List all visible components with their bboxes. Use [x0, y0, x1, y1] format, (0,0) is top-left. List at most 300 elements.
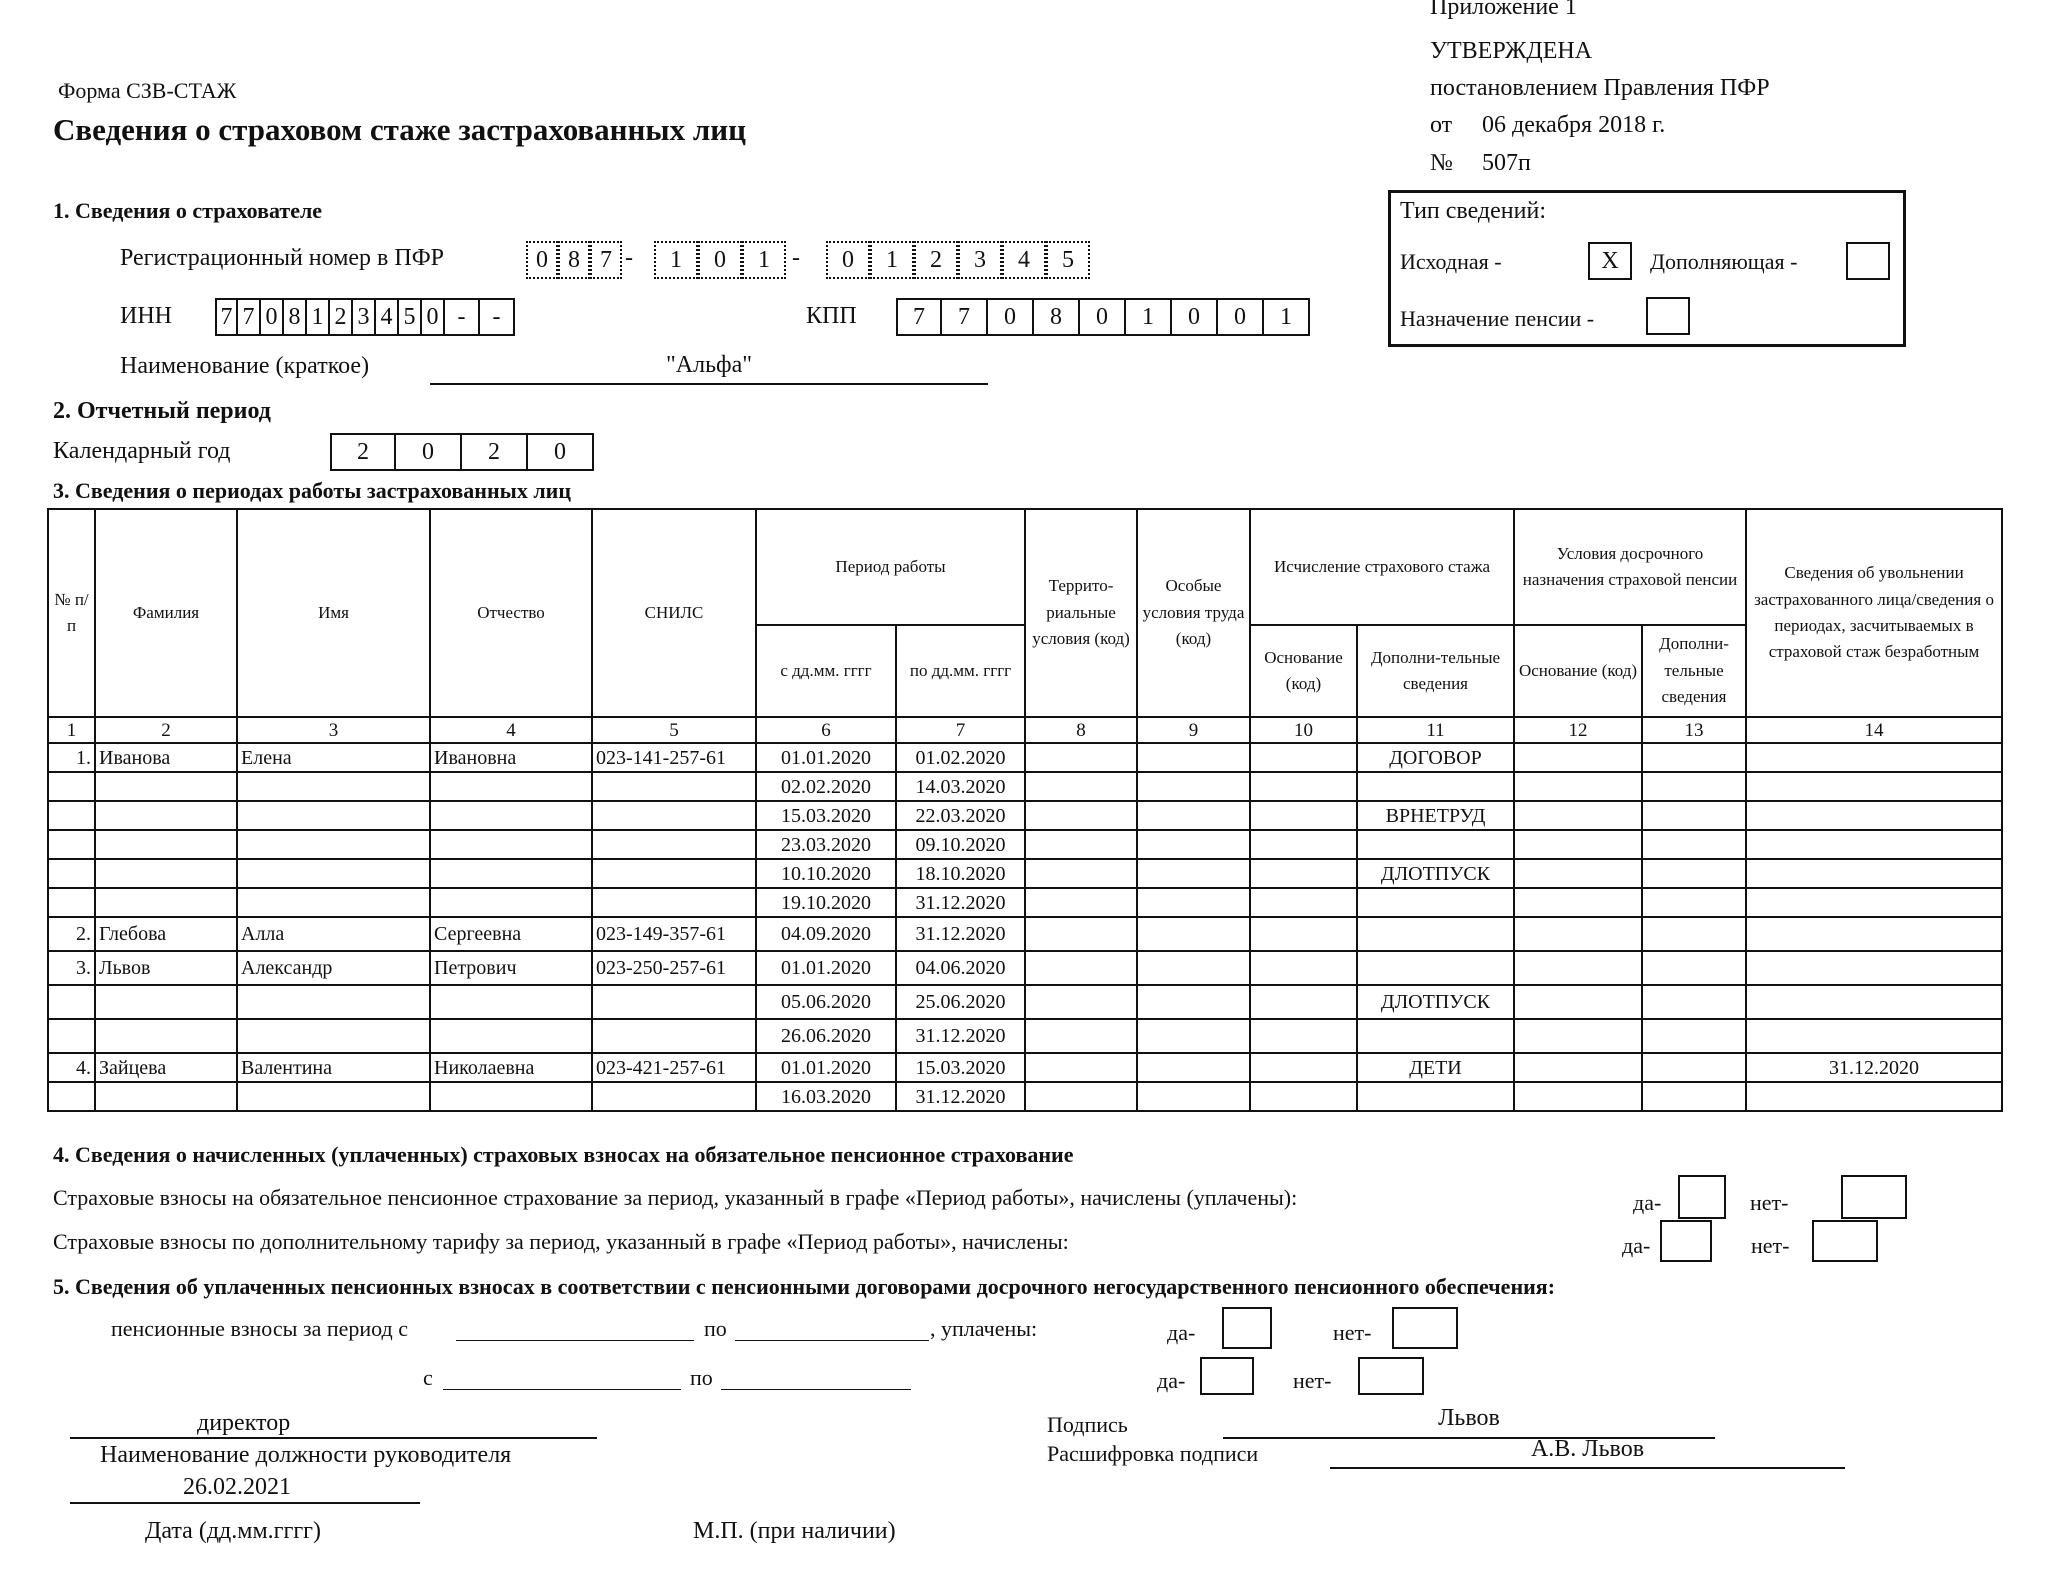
cell-dismissal — [1746, 888, 2002, 917]
cell-snils: 023-141-257-61 — [592, 743, 756, 772]
cell-calc-basis — [1250, 830, 1357, 859]
cell-special — [1137, 888, 1250, 917]
cell-special — [1137, 1019, 1250, 1053]
cell-to: 04.06.2020 — [896, 951, 1025, 985]
cell-snils — [592, 859, 756, 888]
cell-to: 09.10.2020 — [896, 830, 1025, 859]
reg-digit: 1 — [742, 241, 786, 279]
cell-from: 01.01.2020 — [756, 1053, 896, 1082]
col-number: 7 — [896, 717, 1025, 743]
position-line — [70, 1437, 597, 1439]
cell-dismissal: 31.12.2020 — [1746, 1053, 2002, 1082]
kpp-digit: 1 — [1264, 298, 1310, 336]
cell-calc-extra — [1357, 772, 1514, 801]
cell-calc-basis — [1250, 859, 1357, 888]
cell-surname: Иванова — [95, 743, 237, 772]
cell-early-basis — [1514, 1053, 1642, 1082]
kpp-digit: 8 — [1034, 298, 1080, 336]
col-header-calc-extra: Дополни-тельные сведения — [1357, 625, 1514, 717]
inn-digit: 3 — [353, 298, 376, 336]
col-number: 8 — [1025, 717, 1137, 743]
table-row — [48, 888, 2002, 917]
cell-num — [48, 772, 95, 801]
cell-patronymic: Петрович — [430, 951, 592, 985]
table-row — [48, 1053, 2002, 1082]
cell-special — [1137, 917, 1250, 951]
table-row — [48, 1082, 2002, 1111]
cell-calc-basis — [1250, 888, 1357, 917]
section4-line1-no-label: нет- — [1750, 1190, 1789, 1215]
cell-calc-basis — [1250, 951, 1357, 985]
section4-line2-yes-checkbox[interactable] — [1660, 1220, 1712, 1262]
col-number: 5 — [592, 717, 756, 743]
cell-calc-extra — [1357, 951, 1514, 985]
section5-line2-to: по — [690, 1365, 713, 1390]
section4-line1-yes-checkbox[interactable] — [1678, 1175, 1726, 1219]
stamp-label: М.П. (при наличии) — [693, 1518, 896, 1544]
cell-to: 22.03.2020 — [896, 801, 1025, 830]
cell-special — [1137, 830, 1250, 859]
kpp-label: КПП — [806, 303, 857, 329]
section5-line2-yes-label: да- — [1157, 1368, 1186, 1393]
cell-territorial — [1025, 801, 1137, 830]
cell-early-extra — [1642, 830, 1746, 859]
section5-line1-no-checkbox[interactable] — [1392, 1307, 1458, 1349]
info-type-title: Тип сведений: — [1400, 198, 1546, 224]
position-label: Наименование должности руководителя — [100, 1442, 512, 1468]
cell-calc-extra — [1357, 830, 1514, 859]
cell-calc-basis — [1250, 743, 1357, 772]
cell-snils: 023-250-257-61 — [592, 951, 756, 985]
org-name-line — [430, 383, 988, 385]
section5-line2-from-field[interactable] — [443, 1389, 681, 1390]
signature-value: Львов — [1438, 1405, 1500, 1431]
cell-dismissal — [1746, 1082, 2002, 1111]
cell-surname — [95, 1082, 237, 1111]
info-pension-label: Назначение пенсии - — [1400, 306, 1595, 331]
col-number: 6 — [756, 717, 896, 743]
section4-line2: Страховые взносы по дополнительному тарифу за период, указанный в графе «Период работы», начислены: — [53, 1229, 1069, 1254]
col-header-early: Условия досрочного назначения страховой пенсии — [1514, 509, 1746, 625]
date-value: 26.02.2021 — [183, 1474, 291, 1500]
cell-num: 4. — [48, 1053, 95, 1082]
approval-date-prefix: от — [1430, 112, 1453, 138]
cell-early-basis — [1514, 951, 1642, 985]
cell-name: Елена — [237, 743, 430, 772]
col-header-patronymic: Отчество — [430, 509, 592, 717]
cell-snils — [592, 888, 756, 917]
cell-surname — [95, 772, 237, 801]
form-title: Сведения о страховом стаже застрахованных лиц — [53, 112, 746, 147]
table-row — [48, 859, 2002, 888]
cell-territorial — [1025, 985, 1137, 1019]
cell-dismissal — [1746, 830, 2002, 859]
cell-from: 02.02.2020 — [756, 772, 896, 801]
section5-line2-to-field[interactable] — [721, 1389, 911, 1390]
col-header-surname: Фамилия — [95, 509, 237, 717]
approval-number-prefix: № — [1430, 150, 1453, 176]
col-number: 2 — [95, 717, 237, 743]
cell-special — [1137, 859, 1250, 888]
kpp-digit: 0 — [1218, 298, 1264, 336]
cell-name: Алла — [237, 917, 430, 951]
cell-name — [237, 830, 430, 859]
cell-early-basis — [1514, 743, 1642, 772]
cell-num — [48, 801, 95, 830]
cell-calc-basis — [1250, 1019, 1357, 1053]
cell-territorial — [1025, 1053, 1137, 1082]
cell-patronymic — [430, 888, 592, 917]
cell-territorial — [1025, 743, 1137, 772]
cell-territorial — [1025, 772, 1137, 801]
reg-number-group1 — [526, 241, 622, 279]
cell-early-extra — [1642, 1053, 1746, 1082]
cell-territorial — [1025, 859, 1137, 888]
cell-early-basis — [1514, 1082, 1642, 1111]
cell-from: 10.10.2020 — [756, 859, 896, 888]
cell-name — [237, 772, 430, 801]
inn-digit: 7 — [215, 298, 238, 336]
cell-num — [48, 830, 95, 859]
approval-number: 507п — [1482, 150, 1531, 176]
cell-territorial — [1025, 888, 1137, 917]
table-row — [48, 917, 2002, 951]
col-header-from: с дд.мм. гггг — [756, 625, 896, 717]
signature-label: Подпись — [1047, 1412, 1128, 1437]
reg-number-group3 — [826, 241, 1090, 279]
cell-special — [1137, 801, 1250, 830]
cell-territorial — [1025, 1019, 1137, 1053]
cell-calc-basis — [1250, 772, 1357, 801]
position-value: директор — [197, 1410, 291, 1436]
section3-heading: 3. Сведения о периодах работы застрахованных лиц — [53, 478, 572, 503]
cell-calc-extra — [1357, 917, 1514, 951]
kpp-digit: 0 — [988, 298, 1034, 336]
cell-calc-extra: ДЛОТПУСК — [1357, 985, 1514, 1019]
cell-patronymic — [430, 1019, 592, 1053]
reg-digit: 2 — [914, 241, 958, 279]
decode-line — [1330, 1467, 1845, 1469]
cell-calc-basis — [1250, 801, 1357, 830]
cell-patronymic — [430, 859, 592, 888]
cell-snils — [592, 1082, 756, 1111]
info-initial-label: Исходная - — [1400, 249, 1502, 274]
reg-number-group2 — [654, 241, 786, 279]
cell-early-basis — [1514, 1019, 1642, 1053]
kpp-digit: 1 — [1126, 298, 1172, 336]
info-supplement-checkbox[interactable] — [1846, 242, 1890, 280]
cell-early-basis — [1514, 985, 1642, 1019]
section5-line1-prefix: пенсионные взносы за период с — [111, 1316, 408, 1341]
cell-calc-extra — [1357, 1082, 1514, 1111]
kpp-digit: 0 — [1080, 298, 1126, 336]
cell-surname — [95, 888, 237, 917]
cell-surname: Львов — [95, 951, 237, 985]
reg-number-label: Регистрационный номер в ПФР — [120, 245, 444, 271]
inn-cells — [215, 298, 515, 336]
cell-early-basis — [1514, 801, 1642, 830]
cell-to: 31.12.2020 — [896, 917, 1025, 951]
cell-surname — [95, 830, 237, 859]
cell-name — [237, 888, 430, 917]
kpp-digit: 0 — [1172, 298, 1218, 336]
cell-num — [48, 1082, 95, 1111]
inn-digit: 0 — [261, 298, 284, 336]
section5-line2-yes-checkbox[interactable] — [1200, 1357, 1254, 1395]
cell-name: Александр — [237, 951, 430, 985]
cell-dismissal — [1746, 917, 2002, 951]
table-row — [48, 772, 2002, 801]
cell-patronymic: Сергеевна — [430, 917, 592, 951]
cell-patronymic — [430, 801, 592, 830]
section4-line1: Страховые взносы на обязательное пенсионное страхование за период, указанный в графе «Период работы», начислены (уплачены): — [53, 1185, 1298, 1210]
section1-heading: 1. Сведения о страхователе — [53, 198, 323, 223]
cell-num — [48, 985, 95, 1019]
cell-to: 15.03.2020 — [896, 1053, 1025, 1082]
cell-territorial — [1025, 917, 1137, 951]
year-digit: 0 — [396, 433, 462, 471]
cell-name — [237, 985, 430, 1019]
table-row — [48, 801, 2002, 830]
cell-patronymic: Ивановна — [430, 743, 592, 772]
inn-digit: - — [445, 298, 480, 336]
cell-special — [1137, 743, 1250, 772]
cell-num: 3. — [48, 951, 95, 985]
cell-from: 15.03.2020 — [756, 801, 896, 830]
cell-early-extra — [1642, 859, 1746, 888]
approved-by: постановлением Правления ПФР — [1430, 75, 1770, 101]
cell-to: 18.10.2020 — [896, 859, 1025, 888]
cell-calc-basis — [1250, 1053, 1357, 1082]
section5-line1-suffix: , уплачены: — [930, 1316, 1038, 1341]
table-row — [48, 830, 2002, 859]
org-name-value: "Альфа" — [665, 352, 753, 378]
col-header-to: по дд.мм. гггг — [896, 625, 1025, 717]
cell-calc-extra — [1357, 888, 1514, 917]
cell-early-basis — [1514, 859, 1642, 888]
cell-surname — [95, 859, 237, 888]
section5-line2-no-label: нет- — [1293, 1368, 1332, 1393]
section4-line1-yes-label: да- — [1633, 1190, 1662, 1215]
cell-calc-extra — [1357, 1019, 1514, 1053]
col-header-name: Имя — [237, 509, 430, 717]
cell-to: 01.02.2020 — [896, 743, 1025, 772]
reg-digit: 0 — [698, 241, 742, 279]
date-label: Дата (дд.мм.гггг) — [145, 1518, 321, 1544]
col-header-early-basis: Основание (код) — [1514, 625, 1642, 717]
cell-early-extra — [1642, 1019, 1746, 1053]
cell-num — [48, 888, 95, 917]
cell-snils — [592, 801, 756, 830]
cell-dismissal — [1746, 985, 2002, 1019]
cell-to: 14.03.2020 — [896, 772, 1025, 801]
cell-num — [48, 1019, 95, 1053]
cell-dismissal — [1746, 859, 2002, 888]
reg-digit: 0 — [526, 241, 558, 279]
col-header-dismissal: Сведения об увольнении застрахованного лица/сведения о периодах, засчитываемых в страховой стаж безработным — [1746, 509, 2002, 717]
reg-digit: 0 — [826, 241, 870, 279]
year-label: Календарный год — [53, 438, 231, 464]
col-number: 3 — [237, 717, 430, 743]
section5-line2-no-checkbox[interactable] — [1358, 1357, 1424, 1395]
col-header-early-extra: Дополни-тельные сведения — [1642, 625, 1746, 717]
work-periods-table — [47, 508, 2003, 1112]
table-row — [48, 743, 2002, 772]
date-line — [70, 1502, 420, 1504]
cell-early-extra — [1642, 772, 1746, 801]
cell-to: 31.12.2020 — [896, 1019, 1025, 1053]
inn-digit: - — [480, 298, 515, 336]
col-header-special: Особые условия труда (код) — [1137, 509, 1250, 717]
section5-line1-to-field[interactable] — [735, 1340, 929, 1341]
cell-calc-extra: ВРНЕТРУД — [1357, 801, 1514, 830]
section4-line2-no-label: нет- — [1751, 1233, 1790, 1258]
cell-early-basis — [1514, 830, 1642, 859]
inn-digit: 2 — [330, 298, 353, 336]
cell-name — [237, 1019, 430, 1053]
cell-territorial — [1025, 951, 1137, 985]
reg-dash: - — [625, 245, 633, 271]
col-header-num: № п/п — [48, 509, 95, 717]
year-digit: 2 — [330, 433, 396, 471]
col-header-period: Период работы — [756, 509, 1025, 625]
cell-special — [1137, 1082, 1250, 1111]
cell-name — [237, 801, 430, 830]
cell-from: 26.06.2020 — [756, 1019, 896, 1053]
approved-label: УТВЕРЖДЕНА — [1430, 38, 1593, 64]
info-pension-checkbox[interactable] — [1646, 297, 1690, 335]
cell-snils — [592, 985, 756, 1019]
cell-name — [237, 859, 430, 888]
cell-patronymic — [430, 985, 592, 1019]
cell-calc-extra: ДОГОВОР — [1357, 743, 1514, 772]
inn-digit: 0 — [422, 298, 445, 336]
cell-calc-basis — [1250, 985, 1357, 1019]
year-digit: 2 — [462, 433, 528, 471]
year-digit: 0 — [528, 433, 594, 471]
section5-line1-yes-checkbox[interactable] — [1222, 1307, 1272, 1349]
cell-surname: Зайцева — [95, 1053, 237, 1082]
info-type-box — [1388, 190, 1906, 347]
reg-digit: 5 — [1046, 241, 1090, 279]
cell-territorial — [1025, 1082, 1137, 1111]
col-number: 9 — [1137, 717, 1250, 743]
cell-from: 16.03.2020 — [756, 1082, 896, 1111]
info-supplement-label: Дополняющая - — [1650, 249, 1798, 274]
inn-digit: 8 — [284, 298, 307, 336]
cell-from: 05.06.2020 — [756, 985, 896, 1019]
form-name: Форма СЗВ-СТАЖ — [58, 78, 237, 103]
cell-calc-basis — [1250, 917, 1357, 951]
cell-dismissal — [1746, 951, 2002, 985]
table-row — [48, 985, 2002, 1019]
section4-line2-no-checkbox[interactable] — [1812, 1220, 1878, 1262]
year-cells — [330, 433, 594, 471]
cell-surname — [95, 1019, 237, 1053]
col-header-snils: СНИЛС — [592, 509, 756, 717]
info-initial-checkbox[interactable]: X — [1588, 242, 1632, 280]
cell-surname — [95, 801, 237, 830]
cell-dismissal — [1746, 1019, 2002, 1053]
cell-from: 19.10.2020 — [756, 888, 896, 917]
col-number: 1 — [48, 717, 95, 743]
col-header-calc: Исчисление страхового стажа — [1250, 509, 1514, 625]
cell-calc-extra: ДЛОТПУСК — [1357, 859, 1514, 888]
section4-line2-yes-label: да- — [1622, 1233, 1651, 1258]
cell-dismissal — [1746, 743, 2002, 772]
cell-name — [237, 1082, 430, 1111]
cell-from: 04.09.2020 — [756, 917, 896, 951]
cell-to: 25.06.2020 — [896, 985, 1025, 1019]
cell-to: 31.12.2020 — [896, 1082, 1025, 1111]
cell-special — [1137, 985, 1250, 1019]
cell-from: 01.01.2020 — [756, 743, 896, 772]
cell-num — [48, 859, 95, 888]
section5-line1-to: по — [704, 1316, 727, 1341]
appendix-label: Приложение 1 — [1430, 0, 1577, 20]
section4-heading: 4. Сведения о начисленных (уплаченных) страховых взносах на обязательное пенсионное страхование — [53, 1142, 1074, 1167]
inn-digit: 7 — [238, 298, 261, 336]
decode-value: А.В. Львов — [1530, 1436, 1645, 1462]
org-name-label: Наименование (краткое) — [120, 353, 370, 379]
cell-special — [1137, 1053, 1250, 1082]
cell-surname: Глебова — [95, 917, 237, 951]
section2-heading: 2. Отчетный период — [53, 398, 271, 424]
col-number: 11 — [1357, 717, 1514, 743]
approval-date: 06 декабря 2018 г. — [1482, 112, 1666, 138]
table-row — [48, 951, 2002, 985]
col-number: 12 — [1514, 717, 1642, 743]
reg-digit: 7 — [590, 241, 622, 279]
reg-digit: 8 — [558, 241, 590, 279]
cell-dismissal — [1746, 772, 2002, 801]
table-row — [48, 1019, 2002, 1053]
kpp-cells — [896, 298, 1310, 336]
decode-label: Расшифровка подписи — [1047, 1441, 1259, 1466]
cell-territorial — [1025, 830, 1137, 859]
cell-early-extra — [1642, 917, 1746, 951]
cell-early-basis — [1514, 888, 1642, 917]
cell-early-extra — [1642, 801, 1746, 830]
inn-digit: 4 — [376, 298, 399, 336]
kpp-digit: 7 — [942, 298, 988, 336]
inn-digit: 5 — [399, 298, 422, 336]
inn-digit: 1 — [307, 298, 330, 336]
cell-snils: 023-421-257-61 — [592, 1053, 756, 1082]
cell-early-extra — [1642, 743, 1746, 772]
kpp-digit: 7 — [896, 298, 942, 336]
reg-digit: 4 — [1002, 241, 1046, 279]
section5-line2-prefix: с — [423, 1365, 433, 1390]
cell-special — [1137, 951, 1250, 985]
col-number: 14 — [1746, 717, 2002, 743]
cell-calc-extra: ДЕТИ — [1357, 1053, 1514, 1082]
col-number: 4 — [430, 717, 592, 743]
col-number: 10 — [1250, 717, 1357, 743]
cell-from: 01.01.2020 — [756, 951, 896, 985]
reg-digit: 3 — [958, 241, 1002, 279]
reg-digit: 1 — [654, 241, 698, 279]
section5-line1-from-field[interactable] — [456, 1340, 694, 1341]
cell-from: 23.03.2020 — [756, 830, 896, 859]
cell-patronymic — [430, 1082, 592, 1111]
section4-line1-no-checkbox[interactable] — [1841, 1175, 1907, 1219]
section5-heading: 5. Сведения об уплаченных пенсионных взносах в соответствии с пенсионными договорами досрочного негосударственного пенсионного обеспечения: — [53, 1274, 1556, 1299]
cell-early-extra — [1642, 888, 1746, 917]
cell-num: 2. — [48, 917, 95, 951]
cell-patronymic: Николаевна — [430, 1053, 592, 1082]
cell-surname — [95, 985, 237, 1019]
